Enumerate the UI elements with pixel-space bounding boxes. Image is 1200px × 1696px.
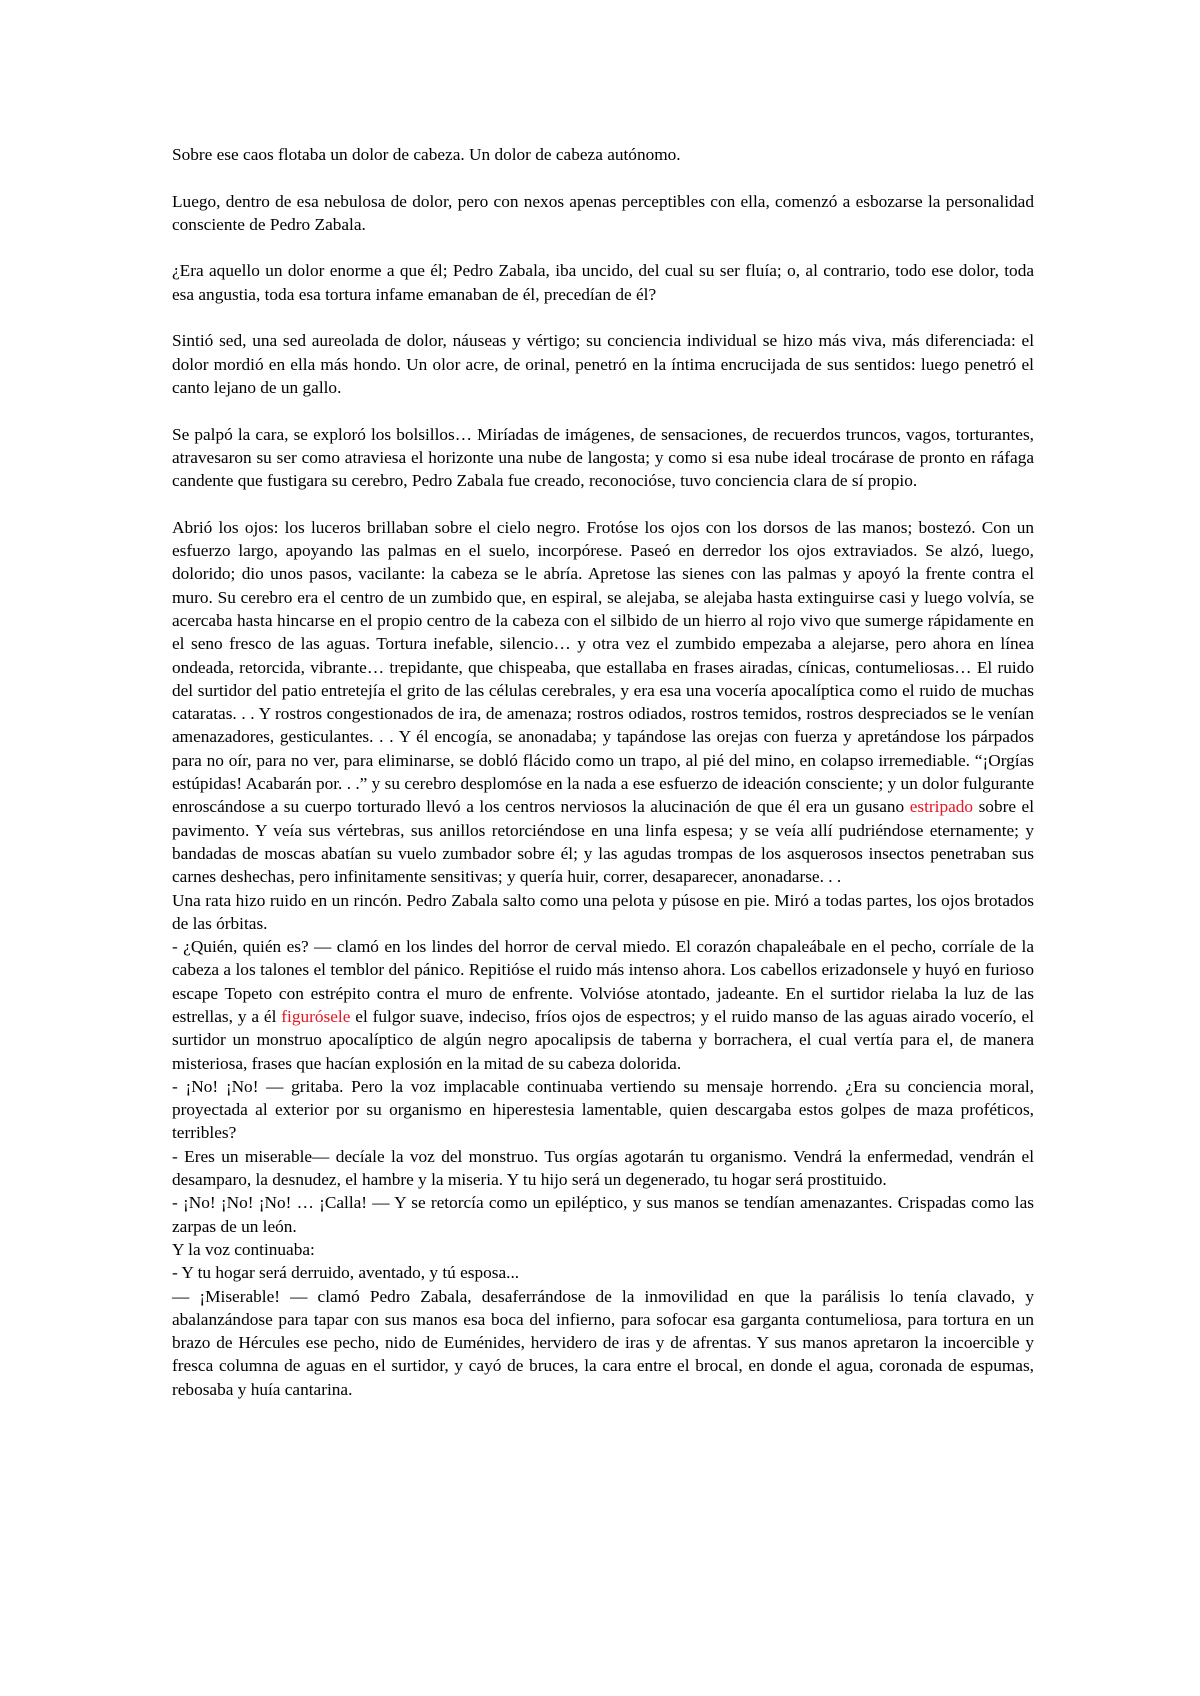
paragraph-voice-continued: Y la voz continuaba: bbox=[172, 1239, 315, 1259]
highlighted-word-figurosele: figurósele bbox=[281, 1006, 351, 1026]
highlighted-word-estripado: estripado bbox=[909, 797, 974, 817]
paragraph-pockets: Se palpó la cara, se exploró los bolsillos… Miríadas de imágenes, de sensaciones, de recuerdos truncos, vagos, torturantes, atravesaron su ser como atraviesa el horizonte una nube de langosta; y como si esa nube ideal trocárase de pronto en ráfaga candente que fustigara su cerebro, Pedro Zabala fue creado, reconocióse, tuvo conciencia clara de sí propio. bbox=[172, 424, 1034, 491]
paragraph-eyes-text-a: Abrió los ojos: los luceros brillaban sobre el cielo negro. Frotóse los ojos con los dorsos de las manos; bostezó. Con un esfuerzo largo, apoyando las palmas en el suelo, incorpórese. Paseó en derredor los ojos extraviados. Se alzó, luego, dolorido; dio unos pasos, vacilante: la cabeza se le abría. Apretose las sienes con las palmas y apoyó la frente contra el muro. Su cerebro era el centro de un zumbido que, en espiral, se alejaba, se alejaba hasta extinguirse casi y luego volvía, se acercaba hasta hincarse en el propio centro de la cabeza con el silbido de un hierro al rojo vivo que sumerge rápidamente en el seno fresco de las aguas. Tortura inefable, silencio… y otra vez el zumbido empezaba a alejarse, pero ahora en línea ondeada, retorcida, vibrante… trepidante, que chispeaba, que estallaba en frases airadas, cínicas, contumeliosas… El ruido del surtidor del patio entretejía el grito de las células cerebrales, y era esa una vocería apocalíptica como el ruido de muchas cataratas. . . Y rostros congestionados de ira, de amenaza; rostros odiados, rostros temidos, rostros despreciados se le venían amenazadores, gesticulantes. . . Y él encogía, se anonadaba; y tapándose las orejas con fuerza y apretándose los párpados para no oír, para no ver, para eliminarse, se dobló flácido como un trapo, al pié del mino, en colapso irremediable. “¡Orgías estúpidas! Acabarán por. . .” y su cerebro desplomóse en la nada a ese esfuerzo de ideación consciente; y un dolor fulgurante enroscándose a su cuerpo torturado llevó a los centros nerviosos la alucinación de que él era un gusano bbox=[172, 517, 1034, 817]
paragraph-calla: - ¡No! ¡No! ¡No! … ¡Calla! — Y se retorcía como un epiléptico, y sus manos se tendían amenazantes. Crispadas como las zarpas de un león. bbox=[172, 1193, 1034, 1236]
paragraph-who bbox=[172, 935, 1034, 1075]
paragraph-question: ¿Era aquello un dolor enorme a que él; Pedro Zabala, iba uncido, del cual su ser fluía; o, al contrario, todo ese dolor, toda esa angustia, toda esa tortura infame emanaban de él, precedían de él? bbox=[172, 261, 1034, 304]
paragraph-miserable-voice: - Eres un miserable— decíale la voz del monstruo. Tus orgías agotarán tu organismo. Vendrá la enfermedad, vendrán el desamparo, la desnudez, el hambre y la miseria. Y tu hijo será un degenerado, tu hogar será prostituido. bbox=[172, 1146, 1034, 1190]
paragraph-eyes-text-b: sobre el pavimento. Y veía sus vértebras, sus anillos retorciéndose en una linfa espesa; y se veía allí pudriéndose eternamente; y bandadas de moscas abatían su vuelo zumbador sobre él; y las agudas trompas de los asquerosos insectos penetraban sus carnes deshechas, pero infinitamente sensitivas; y quería huir, correr, desaparecer, anonadarse. . . bbox=[172, 797, 1035, 887]
paragraph-no-no: - ¡No! ¡No! — gritaba. Pero la voz implacable continuaba vertiendo su mensaje horrendo. ¿Era su conciencia moral, proyectada al exterior por su organismo en hiperestesia lamentable, quien descargaba estos golpes de maza proféticos, terribles? bbox=[172, 1076, 1034, 1143]
paragraph-final: — ¡Miserable! — clamó Pedro Zabala, desaferrándose de la inmovilidad en que la parálisis lo tenía clavado, y abalanzándose para tapar con sus manos esa boca del infierno, para sofocar esa garganta contumeliosa, para tortura en un brazo de Hércules ese pecho, nido de Euménides, hervidero de iras y de afrentas. Y sus manos apretaron la incoercible y fresca columna de aguas en el surtidor, y cayó de bruces, la cara entre el brocal, en donde el agua, coronada de espumas, rebosaba y huía cantarina. bbox=[172, 1286, 1034, 1399]
paragraph-eyes bbox=[172, 516, 1034, 889]
paragraph-nebula: Luego, dentro de esa nebulosa de dolor, pero con nexos apenas perceptibles con ella, comenzó a esbozarse la personalidad consciente de Pedro Zabala. bbox=[172, 191, 1034, 234]
paragraph-rat: Una rata hizo ruido en un rincón. Pedro Zabala salto como una pelota y púsose en pie. Miró a todas partes, los ojos brotados de las órbitas. bbox=[172, 890, 1034, 933]
paragraph-chaos: Sobre ese caos flotaba un dolor de cabeza. Un dolor de cabeza autónomo. bbox=[172, 145, 681, 164]
document-page bbox=[172, 143, 1034, 1401]
paragraph-thirst: Sintió sed, una sed aureolada de dolor, náuseas y vértigo; su conciencia individual se hizo más viva, más diferenciada: el dolor mordió en ella más hondo. Un olor acre, de orinal, penetró en la íntima encrucijada de sus sentidos: luego penetró el canto lejano de un gallo. bbox=[172, 331, 1034, 397]
paragraph-home: - Y tu hogar será derruido, aventado, y tú esposa... bbox=[172, 1263, 520, 1283]
paragraph-who-text-a: - ¿Quién, quién es? — clamó en los lindes del horror de cerval miedo. El corazón chapaleábale en el pecho, corríale de la cabeza a los talones el temblor del pánico. Repitióse el ruido más intenso ahora. Los cabellos erizadonsele y huyó en furioso escape Topeto con estrépito contra el muro de enfrente. Volvióse atontado, jadeante. En el surtidor rielaba la luz de las estrellas, y a él bbox=[172, 937, 1034, 1026]
paragraph-who-text-b: el fulgor suave, indeciso, fríos ojos de espectros; y el ruido manso de las aguas airado vocerío, el surtidor un monstruo apocalíptico de algún negro apocalipsis de taberna y borrachera, el cual vertía para el, de manera misteriosa, frases que hacían explosión en la mitad de su cabeza dolorida. bbox=[172, 1006, 1034, 1073]
